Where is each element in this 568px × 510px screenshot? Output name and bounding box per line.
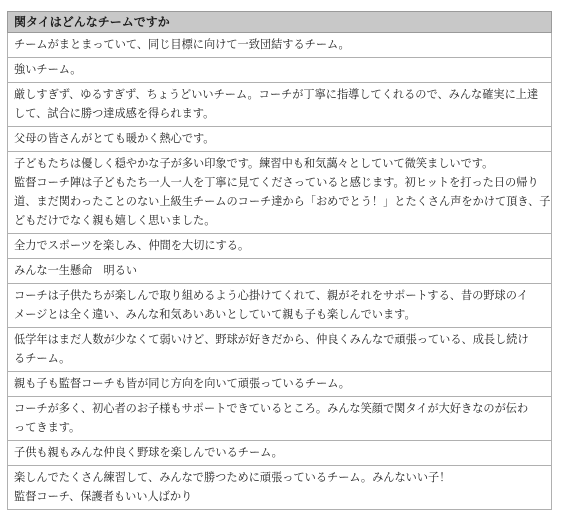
answer-text-line: 親も子も監督コーチも皆が同じ方向を向いて頑張っているチーム。 [14, 377, 350, 390]
answer-text-line: して、試合に勝つ達成感を得られます。 [14, 107, 215, 120]
answer-text-line: 厳しすぎず、ゆるすぎず、ちょうどいいチーム。コーチが丁寧に指導してくれるので、みんな確実に上達 [14, 88, 539, 101]
answer-text-line: 全力でスポーツを楽しみ、仲間を大切にする。 [14, 239, 250, 252]
answer-text-line: チームがまとまっていて、同じ目標に向けて一致団結するチーム。 [14, 38, 350, 51]
answer-row [8, 83, 551, 127]
answer-text-line: みんな一生懸命 明るい [14, 264, 138, 277]
answer-row [8, 328, 551, 372]
answer-text-line: ってきます。 [14, 421, 81, 434]
answer-text-line: 道、まだ関わったことのない上級生チームのコーチ達から「おめでとう！」とたくさん声をかけて頂き、子 [14, 195, 551, 208]
answer-row [8, 127, 551, 152]
answers-list [7, 33, 552, 510]
answer-text-line: コーチが多く、初心者のお子様もサポートできているところ。みんな笑顔で関タイが大好きなのが伝わ [14, 402, 529, 415]
answer-row [8, 58, 551, 83]
question-header: 関タイはどんなチームですか [7, 11, 552, 33]
answer-row [8, 152, 551, 234]
answer-text-line: 監督コーチ、保護者もいい人ばかり [14, 490, 193, 503]
answer-text-line: 楽しんでたくさん練習して、みんなで勝つために頑張っているチーム。みんないい子！ [14, 471, 451, 484]
answer-text-line: 監督コーチ陣は子どもたち一人一人を丁寧に見てくださっていると感じます。初ヒットを打った日の帰り [14, 176, 539, 189]
answer-text-line: メージとは全く違い、みんな和気あいあいとしていて親も子も楽しんでいます。 [14, 308, 416, 321]
answer-text-line: 父母の皆さんがとても暖かく熱心です。 [14, 132, 215, 145]
answer-text-line: どもだけでなく親も嬉しく思いました。 [14, 214, 216, 227]
answer-text-line: るチーム。 [14, 352, 71, 365]
answer-text-line: 低学年はまだ人数が少なくて弱いけど、野球が好きだから、仲良くみんなで頑張っている、成長し続け [14, 333, 529, 346]
answer-row [8, 234, 551, 259]
answer-text-line: 子どもたちは優しく穏やかな子が多い印象です。練習中も和気藹々としていて微笑ましいです。 [14, 157, 494, 170]
survey-table [7, 11, 552, 510]
answer-row [8, 466, 551, 510]
answer-text-line: コーチは子供たちが楽しんで取り組めるよう心掛けてくれて、親がそれをサポートする、昔の野球のイ [14, 289, 529, 302]
answer-row [8, 284, 551, 328]
answer-row [8, 397, 551, 441]
answer-row [8, 372, 551, 397]
answer-text-line: 強いチーム。 [14, 63, 82, 76]
answer-row [8, 259, 551, 284]
answer-text-line: 子供も親もみんな仲良く野球を楽しんでいるチーム。 [14, 446, 283, 459]
answer-row [8, 441, 551, 466]
answer-row [8, 33, 551, 58]
